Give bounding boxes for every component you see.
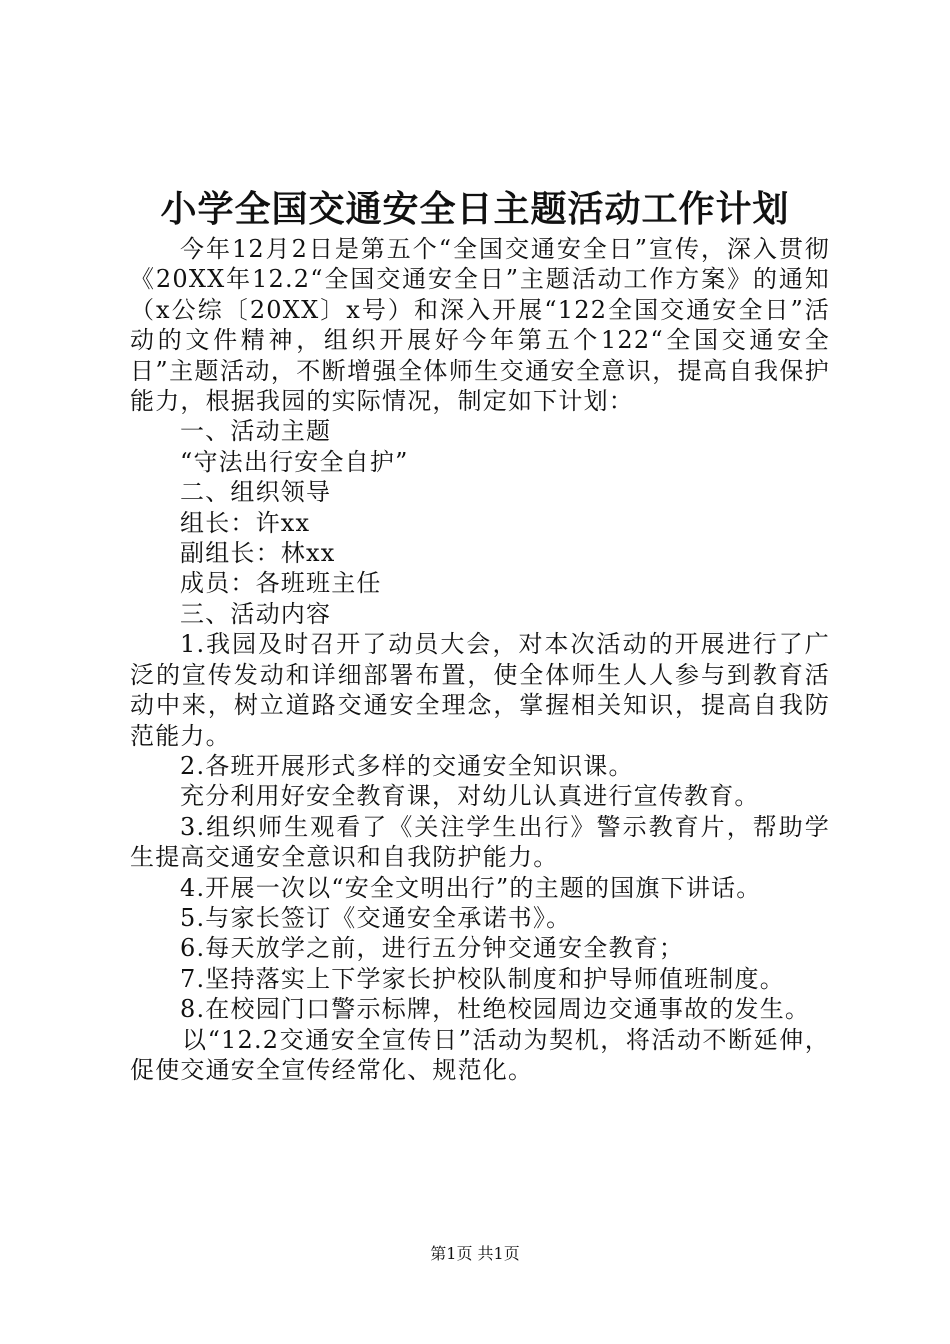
activity-item-3: 3.组织师生观看了《关注学生出行》警示教育片，帮助学生提高交通安全意识和自我防护能力。 xyxy=(130,812,830,872)
activity-item-1: 1.我园及时召开了动员大会，对本次活动的开展进行了广泛的宣传发动和详细部署布置，使全体师生人人参与到教育活动中来，树立道路交通安全理念，掌握相关知识，提高自我防范能力。 xyxy=(130,630,830,750)
leader-line: 组长：许xx xyxy=(180,508,311,537)
theme-slogan: “守法出行安全自护” xyxy=(180,447,409,476)
section-heading-theme: 一、活动主题 xyxy=(180,417,332,446)
members-line: 成员：各班班主任 xyxy=(180,569,382,598)
document-body xyxy=(130,234,830,1085)
activity-item-2: 2.各班开展形式多样的交通安全知识课。 xyxy=(180,751,634,780)
activity-item-2-detail: 充分利用好安全教育课，对幼儿认真进行宣传教育。 xyxy=(180,782,760,811)
document-title: 小学全国交通安全日主题活动工作计划 xyxy=(160,188,790,230)
activity-item-6: 6.每天放学之前，进行五分钟交通安全教育； xyxy=(180,934,685,963)
activity-item-5: 5.与家长签订《交通安全承诺书》。 xyxy=(180,903,572,932)
intro-paragraph: 今年12月2日是第五个“全国交通安全日”宣传，深入贯彻《20XX年12.2“全国交通安全日”主题活动工作方案》的通知（x公综〔20XX〕x号）和深入开展“122全国交通安全日”活动的文件精神，组织开展好今年第五个122“全国交通安全日”主题活动，不断增强全体师生交通安全意识，提高自我保护能力，根据我园的实际情况，制定如下计划： xyxy=(130,235,830,416)
section-heading-leadership: 二、组织领导 xyxy=(180,478,332,507)
page-footer: 第1页 共1页 xyxy=(430,1244,520,1263)
activity-item-7: 7.坚持落实上下学家长护校队制度和护导师值班制度。 xyxy=(180,964,785,993)
closing-paragraph: 以“12.2交通安全宣传日”活动为契机，将活动不断延伸，促使交通安全宣传经常化、规范化。 xyxy=(130,1025,830,1084)
section-heading-content: 三、活动内容 xyxy=(180,599,332,628)
deputy-leader-line: 副组长：林xx xyxy=(180,539,336,568)
activity-item-4: 4.开展一次以“安全文明出行”的主题的国旗下讲话。 xyxy=(180,873,762,902)
activity-item-8: 8.在校园门口警示标牌，杜绝校园周边交通事故的发生。 xyxy=(180,995,811,1024)
